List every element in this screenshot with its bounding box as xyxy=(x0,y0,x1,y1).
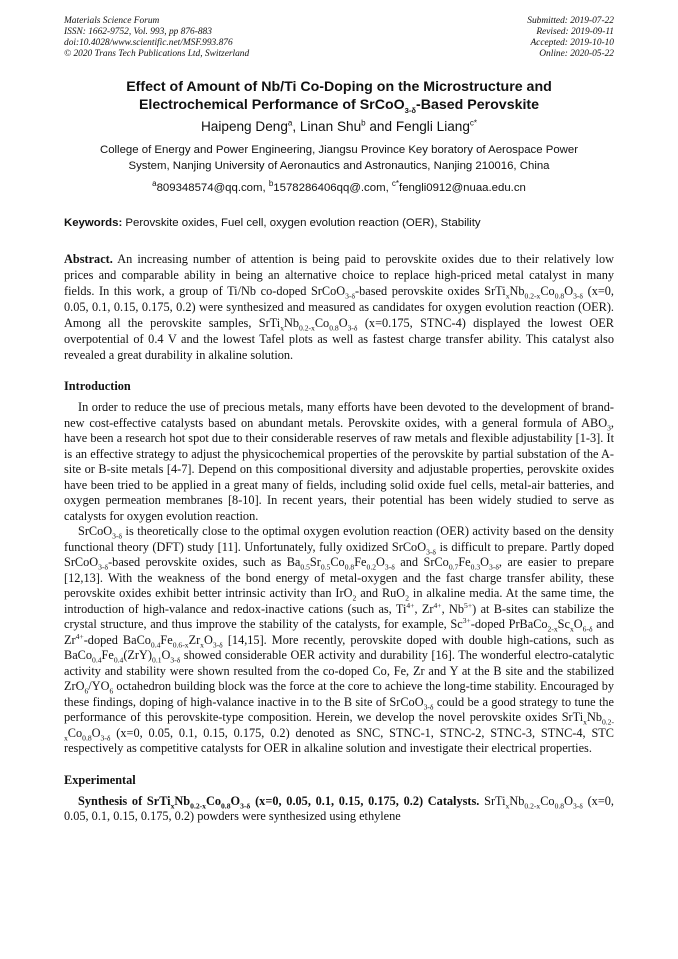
journal-header xyxy=(64,16,614,60)
text-segment: Co xyxy=(540,793,555,808)
affiliation-line-1: College of Energy and Power Engineering, Jiangsu Province Key boratory of Aerospace Power xyxy=(99,144,579,156)
text-segment: Nb xyxy=(174,793,191,808)
text-segment: x xyxy=(583,717,587,727)
abstract-text: (x=0.175, STNC-4) displayed the lowest OER overpotential of 0.4 V and the lowest Tafel plots as well as fastest charge transfer ability. This catalyst also revealed a great durability in alkaline solution. xyxy=(64,316,614,362)
text-segment: Zr xyxy=(188,632,201,647)
text-segment: 3-δ xyxy=(423,701,434,711)
text-segment: 3-δ xyxy=(212,639,223,649)
text-segment: Fe xyxy=(458,555,471,569)
text-segment: 2-x xyxy=(547,624,558,634)
intro-paragraph-2 xyxy=(64,524,614,757)
text-segment: is difficult to prepare. Partly doped SrCoO xyxy=(64,539,614,569)
text-segment: 3-δ xyxy=(170,655,181,665)
abstract-sub: 0.8 xyxy=(329,323,339,333)
text-segment: 3-δ xyxy=(489,562,499,572)
text-segment: Co xyxy=(67,725,83,740)
text-segment: 0.4 xyxy=(113,655,124,665)
abstract-sub: 0.8 xyxy=(554,291,565,301)
text-segment: O xyxy=(376,555,385,569)
journal-name: Materials Science Forum xyxy=(64,16,160,26)
text-segment: x xyxy=(569,624,574,634)
author-3: and Fengli Liang xyxy=(365,119,470,134)
journal-info xyxy=(64,16,249,60)
text-segment: Synthesis of SrTi xyxy=(78,793,171,808)
text-segment: /YO xyxy=(88,679,110,693)
abstract-text: Nb xyxy=(283,316,300,330)
keywords-text: Perovskite oxides, Fuel cell, oxygen evolution reaction (OER), Stability xyxy=(122,217,481,229)
date-accepted: Accepted: 2019-10-10 xyxy=(530,38,614,48)
text-segment: -based perovskite oxides, such as Ba xyxy=(108,555,301,569)
text-segment: x xyxy=(170,800,175,810)
abstract-sub: 0.2-x xyxy=(524,291,541,301)
abstract-text: Co xyxy=(314,316,330,330)
text-segment: x xyxy=(505,800,510,810)
text-segment: 0.6-x xyxy=(172,639,189,649)
text-segment: 0.2-x xyxy=(64,717,614,742)
text-segment: 4+ xyxy=(406,600,415,610)
text-segment: 0.4 xyxy=(92,655,102,665)
author-emails xyxy=(64,181,614,196)
text-segment: -doped PrBaCo xyxy=(470,617,548,631)
text-segment: and RuO xyxy=(356,586,406,600)
text-segment: Sc xyxy=(557,617,570,631)
text-segment: octahedron building block was the force at the core to achieve the long-time stability. Encouraged by these findings, doping of high-valance inactive in to the B site of SrCoO xyxy=(64,679,614,709)
abstract-label: Abstract. xyxy=(64,252,113,266)
issn: ISSN: 1662-9752, Vol. 993, pp 876-883 xyxy=(64,27,212,37)
text-segment: -doped BaCo xyxy=(83,632,151,647)
intro-sub: 3 xyxy=(607,422,611,432)
title-line-1: Effect of Amount of Nb/Ti Co-Doping on the Microstructure and xyxy=(126,79,552,95)
author-2: , Linan Shu xyxy=(292,119,362,134)
text-segment: 3-δ xyxy=(572,800,583,810)
text-segment: 3-δ xyxy=(112,531,123,541)
text-segment: ) at B-sites can stabilize the crystal structure, and thus improve the stability of the catalysts, for example, Sc xyxy=(64,601,615,631)
keywords xyxy=(64,216,614,231)
date-online: Online: 2020-05-22 xyxy=(539,49,614,59)
text-segment: , are easier to prepare [12,13]. With the weakness of the bond energy of metal-oxygen and the fast charge transfer ability, these perovskite oxides exhibit better intrinsic activity than IrO xyxy=(64,555,615,600)
text-segment: , Zr xyxy=(414,601,434,616)
text-segment: Sr xyxy=(309,555,321,569)
intro-paragraph-1 xyxy=(64,400,614,524)
intro-text: , have been a research hot spot due to their considerable reserves of raw metals and flexible adjustability [1-3]. It is an effective strategy to adjust the physicochemical properties of the perovskite by partial substation of the A-site or B-site metals [4-7]. Depend on this compositional diversity and adjustable properties, perovskite oxides have been tried to be applied in a great many of fields, including solid oxide fuel cells, metal-air batteries, and oxygen permeation membranes [8-10]. In recent years, their potential has been widely studied to serve as catalysts for oxygen evolution reaction. xyxy=(64,415,614,523)
section-heading-introduction: Introduction xyxy=(64,379,131,393)
abstract-text: O xyxy=(564,284,574,298)
text-segment: SrCoO xyxy=(78,524,113,538)
text-segment: 0.8 xyxy=(344,562,355,572)
abstract-sub: 0.2-x xyxy=(299,323,315,333)
email-2-sup: b xyxy=(268,179,274,189)
text-segment: 0.3 xyxy=(470,562,481,572)
text-segment: (ZrY) xyxy=(123,648,153,662)
text-segment: 3+ xyxy=(462,615,471,625)
text-segment: showed considerable OER activity and durability [16]. The wonderful electro-catalytic activity and stability were shown resulted from the co-doped Co, Fe, Zr and Y at the B site and the stabilized ZrO xyxy=(64,648,614,693)
text-segment: and SrCo xyxy=(394,555,449,569)
abstract-text: (x=0, 0.05, 0.1, 0.15, 0.175, 0.2) were synthesized and measured as candidates for oxygen evolution reaction (OER). Among all the perovskite samples, SrTi xyxy=(64,284,614,330)
author-3-sup: c* xyxy=(469,118,478,128)
text-segment: Fe xyxy=(160,632,173,647)
text-segment: Nb xyxy=(509,793,525,808)
text-segment: 0.5 xyxy=(320,562,331,572)
date-submitted: Submitted: 2019-07-22 xyxy=(527,16,614,26)
text-segment: is theoretically close to the optimal oxygen evolution reaction (OER) activity based on the density functional theory (DFT) study [11]. Unfortunately, fully oxidized SrCoO xyxy=(64,524,614,554)
text-segment: O xyxy=(203,632,213,647)
text-segment: SrTi xyxy=(479,793,506,808)
copyright: © 2020 Trans Tech Publications Ltd, Switzerland xyxy=(64,49,250,59)
text-segment: 0.1 xyxy=(152,655,162,665)
text-segment: O xyxy=(91,725,101,740)
author-list xyxy=(64,118,614,135)
experimental-paragraph xyxy=(64,794,614,825)
publication-dates xyxy=(527,16,614,60)
abstract-text: Nb xyxy=(509,284,525,298)
text-segment: 0.2-x xyxy=(524,800,541,810)
text-segment: Nb xyxy=(586,710,602,724)
text-segment: 4+ xyxy=(75,631,84,641)
text-segment: 4+ xyxy=(433,600,442,610)
text-segment: 6 xyxy=(84,686,89,696)
keywords-label: Keywords: xyxy=(64,217,123,229)
text-segment: 2 xyxy=(405,593,409,603)
text-segment: , Nb xyxy=(441,601,465,616)
title-text-end: -Based Perovskite xyxy=(416,97,540,113)
abstract-text: Co xyxy=(540,284,555,298)
text-segment: (x=0, 0.05, 0.1, 0.15, 0.175, 0.2) Catalysts. xyxy=(250,793,480,808)
email-1-sup: a xyxy=(152,179,157,189)
abstract-sub: 3-δ xyxy=(345,291,356,301)
text-segment: 3-δ xyxy=(240,800,251,810)
email-1[interactable]: 809348574@qq.com, xyxy=(156,182,269,194)
text-segment: 3-δ xyxy=(384,562,395,572)
text-segment: 2 xyxy=(352,593,357,603)
paper-title xyxy=(64,78,614,114)
text-segment: 3-δ xyxy=(426,546,436,556)
text-segment: 0.2-x xyxy=(190,800,206,810)
title-text: Electrochemical Performance of SrCoO xyxy=(138,97,405,113)
text-segment: O xyxy=(480,555,490,569)
abstract-sub: 3-δ xyxy=(573,291,583,301)
text-segment: 0.8 xyxy=(554,800,565,810)
text-segment: [14,15]. More recently, perovskite doped with double high-cations, such as BaCo xyxy=(64,632,615,662)
text-segment: (x=0, 0.05, 0.1, 0.15, 0.175, 0.2) denoted as SNC, STNC-1, STNC-2, STNC-3, STNC-4, STC respectively as competitive catalysts for OER in alkaline solution and investigate their electrical properties. xyxy=(64,725,614,755)
text-segment: Co xyxy=(330,555,345,569)
text-segment: and Zr xyxy=(64,617,614,647)
text-segment: x xyxy=(200,639,204,649)
text-segment: 0.2 xyxy=(366,562,377,572)
abstract-sub: x xyxy=(280,323,284,333)
text-segment: 0.8 xyxy=(221,800,231,810)
text-segment: 0.5 xyxy=(300,562,310,572)
text-segment: O xyxy=(573,617,583,631)
intro-text: In order to reduce the use of precious metals, many efforts have been devoted to the development of brand-new cost-effective catalysts based on abundant metals. Perovskite oxides, with a general formula of ABO xyxy=(64,400,614,430)
text-segment: Fe xyxy=(101,648,114,662)
text-segment: Co xyxy=(205,793,221,808)
abstract-text: O xyxy=(338,316,348,330)
author-1-sup: a xyxy=(287,118,293,128)
author-2-sup: b xyxy=(361,118,366,128)
affiliation-line-2: System, Nanjing University of Aeronautics and Astronautics, Nanjing 210016, China xyxy=(128,159,550,172)
text-segment: 3-δ xyxy=(100,732,111,742)
text-segment: O xyxy=(230,793,241,808)
text-segment: 0.8 xyxy=(82,732,92,742)
date-revised: Revised: 2019-09-11 xyxy=(536,27,614,37)
abstract-sub: 3-δ xyxy=(347,323,358,333)
text-segment: 6-δ xyxy=(582,624,593,634)
text-segment: O xyxy=(161,648,171,662)
abstract xyxy=(64,251,614,363)
abstract-text: -based perovskite oxides SrTi xyxy=(355,284,506,298)
text-segment: 6 xyxy=(109,686,114,696)
text-segment: 5+ xyxy=(464,600,473,610)
author-1: Haipeng Deng xyxy=(200,119,288,134)
email-2[interactable]: 1578286406qq@.com, xyxy=(273,182,392,194)
doi: doi:10.4028/www.scientific.net/MSF.993.876 xyxy=(64,38,233,48)
text-segment: in alkaline media. At the same time, the introduction of high-valance and redox-inactive cations (such as, Ti xyxy=(64,586,614,616)
email-3[interactable]: fengli0912@nuaa.edu.cn xyxy=(399,182,526,194)
text-segment: 0.7 xyxy=(448,562,459,572)
paper-page xyxy=(64,16,614,825)
text-segment: 0.4 xyxy=(150,639,161,649)
abstract-text: An increasing number of attention is being paid to perovskite oxides due to their relatively low prices and comparable ability in being an alternative choice to replace high-priced metal catalyst in many fields. In this work, a group of Ti/Nb co-doped SrCoO xyxy=(64,252,614,298)
title-subscript: 3-δ xyxy=(404,105,417,115)
section-heading-experimental: Experimental xyxy=(64,772,136,787)
text-segment: 3-δ xyxy=(98,562,109,572)
text-segment: could be a good strategy to tune the performance of this perovskite-type composition. Herein, we develop the novel perovskite oxides SrTi xyxy=(64,694,614,724)
email-3-sup: c* xyxy=(391,179,400,189)
title-line-2 xyxy=(64,96,614,114)
text-segment: O xyxy=(564,793,573,808)
affiliation xyxy=(64,143,614,174)
text-segment: (x=0, 0.05, 0.1, 0.15, 0.175, 0.2) powders were synthesized using ethylene xyxy=(64,793,614,823)
abstract-sub: x xyxy=(505,291,510,301)
text-segment: Fe xyxy=(354,555,367,569)
